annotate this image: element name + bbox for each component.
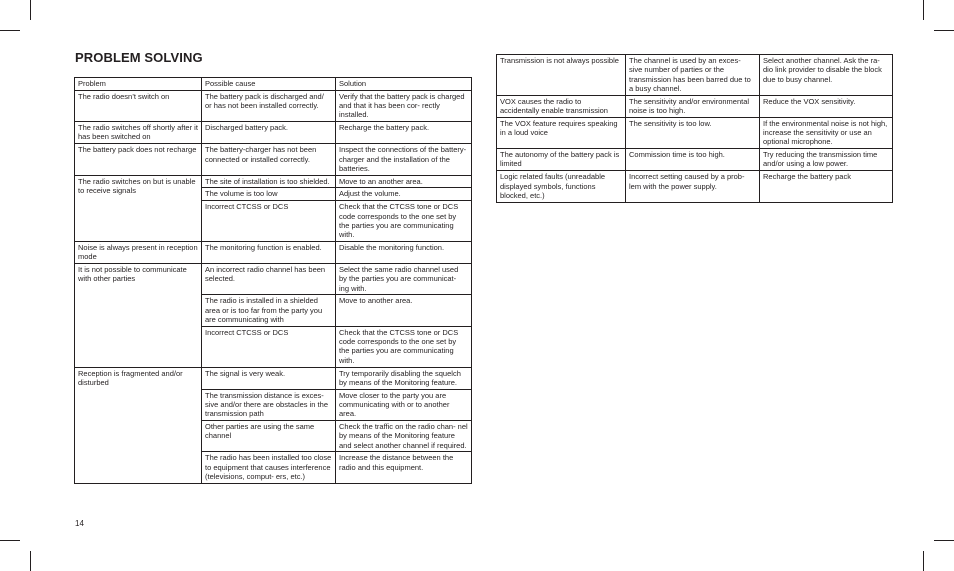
cause-cell: Incorrect CTCSS or DCS bbox=[202, 326, 336, 367]
problem-cell: Noise is always present in reception mode bbox=[75, 241, 202, 263]
solution-cell: Move closer to the party you are communicating with or to another area. bbox=[336, 389, 472, 420]
page-number: 14 bbox=[75, 519, 84, 528]
solution-cell: Verify that the battery pack is charged and that it has been cor- rectly installed. bbox=[336, 90, 472, 121]
table-row bbox=[497, 55, 893, 96]
page-title: PROBLEM SOLVING bbox=[75, 50, 203, 65]
solution-cell: Try reducing the transmission time and/or using a low power. bbox=[760, 149, 893, 171]
crop-mark bbox=[0, 30, 20, 31]
cause-cell: Commission time is too high. bbox=[626, 149, 760, 171]
cause-cell: Incorrect CTCSS or DCS bbox=[202, 201, 336, 242]
cause-cell: The radio has been installed too close to equipment that causes interference (televisions, comput- ers, etc.) bbox=[202, 452, 336, 483]
cause-cell: The sensitivity and/or environmental noise is too high. bbox=[626, 95, 760, 117]
problem-cell: It is not possible to communicate with other parties bbox=[75, 264, 202, 367]
column-header: Possible cause bbox=[202, 78, 336, 91]
crop-mark bbox=[0, 540, 20, 541]
solution-cell: Increase the distance between the radio and this equipment. bbox=[336, 452, 472, 483]
cause-cell: The battery pack is discharged and/ or has not been installed correctly. bbox=[202, 90, 336, 121]
problem-cell: The radio switches off shortly after it has been switched on bbox=[75, 122, 202, 144]
crop-mark bbox=[30, 551, 31, 571]
problem-cell: The radio doesn’t switch on bbox=[75, 90, 202, 121]
table-row bbox=[497, 171, 893, 202]
table-row bbox=[75, 90, 472, 121]
solution-cell: Recharge the battery pack bbox=[760, 171, 893, 202]
cause-cell: Discharged battery pack. bbox=[202, 122, 336, 144]
solution-cell: Reduce the VOX sensitivity. bbox=[760, 95, 893, 117]
crop-mark bbox=[934, 540, 954, 541]
column-header: Solution bbox=[336, 78, 472, 91]
problem-cell: Transmission is not always possible bbox=[497, 55, 626, 96]
column-header: Problem bbox=[75, 78, 202, 91]
table-row bbox=[497, 117, 893, 148]
cause-cell: The signal is very weak. bbox=[202, 367, 336, 389]
cause-cell: The site of installation is too shielded. bbox=[202, 175, 336, 188]
cause-cell: The monitoring function is enabled. bbox=[202, 241, 336, 263]
crop-mark bbox=[923, 0, 924, 20]
cause-cell: The battery-charger has not been connected or installed correctly. bbox=[202, 144, 336, 175]
solution-cell: If the environmental noise is not high, increase the sensitivity or use an optional microphone. bbox=[760, 117, 893, 148]
cause-cell: The radio is installed in a shielded area or is too far from the party you are communicating with bbox=[202, 295, 336, 326]
table-header-row bbox=[75, 78, 472, 91]
problem-cell: The battery pack does not recharge bbox=[75, 144, 202, 175]
cause-cell: An incorrect radio channel has been selected. bbox=[202, 264, 336, 295]
table-row bbox=[75, 367, 472, 389]
table-row bbox=[75, 175, 472, 188]
cause-cell: Other parties are using the same channel bbox=[202, 421, 336, 452]
solution-cell: Adjust the volume. bbox=[336, 188, 472, 201]
table-row bbox=[75, 122, 472, 144]
solution-cell: Check that the CTCSS tone or DCS code corresponds to the one set by the parties you are communicating with. bbox=[336, 326, 472, 367]
table-row bbox=[75, 144, 472, 175]
solution-cell: Try temporarily disabling the squelch by means of the Monitoring feature. bbox=[336, 367, 472, 389]
problem-cell: The autonomy of the battery pack is limited bbox=[497, 149, 626, 171]
problem-cell: The radio switches on but is unable to receive signals bbox=[75, 175, 202, 241]
problem-cell: Reception is fragmented and/or disturbed bbox=[75, 367, 202, 483]
solution-cell: Disable the monitoring function. bbox=[336, 241, 472, 263]
solution-cell: Select another channel. Ask the ra- dio link provider to disable the block due to busy channel. bbox=[760, 55, 893, 96]
cause-cell: Incorrect setting caused by a prob- lem with the power supply. bbox=[626, 171, 760, 202]
table-row bbox=[75, 264, 472, 295]
solution-cell: Select the same radio channel used by the parties you are communicat- ing with. bbox=[336, 264, 472, 295]
crop-mark bbox=[30, 0, 31, 20]
problem-cell: The VOX feature requires speaking in a loud voice bbox=[497, 117, 626, 148]
problem-cell: VOX causes the radio to accidentally enable transmission bbox=[497, 95, 626, 117]
solution-cell: Inspect the connections of the battery-charger and the installation of the batteries. bbox=[336, 144, 472, 175]
solution-cell: Recharge the battery pack. bbox=[336, 122, 472, 144]
table-row bbox=[497, 149, 893, 171]
cause-cell: The volume is too low bbox=[202, 188, 336, 201]
table-row bbox=[75, 241, 472, 263]
solution-cell: Check that the CTCSS tone or DCS code corresponds to the one set by the parties you are communicating with. bbox=[336, 201, 472, 242]
cause-cell: The channel is used by an exces- sive number of parties or the transmission has been barred due to a busy channel. bbox=[626, 55, 760, 96]
crop-mark bbox=[934, 30, 954, 31]
cause-cell: The sensitivity is too low. bbox=[626, 117, 760, 148]
cause-cell: The transmission distance is exces- sive and/or there are obstacles in the transmission path bbox=[202, 389, 336, 420]
solution-cell: Check the traffic on the radio chan- nel by means of the Monitoring feature and select another channel if required. bbox=[336, 421, 472, 452]
solution-cell: Move to another area. bbox=[336, 295, 472, 326]
solution-cell: Move to an another area. bbox=[336, 175, 472, 188]
problem-cell: Logic related faults (unreadable displayed symbols, functions blocked, etc.) bbox=[497, 171, 626, 202]
crop-mark bbox=[923, 551, 924, 571]
problem-solving-table-left bbox=[74, 77, 472, 484]
problem-solving-table-right bbox=[496, 54, 893, 203]
table-row bbox=[497, 95, 893, 117]
